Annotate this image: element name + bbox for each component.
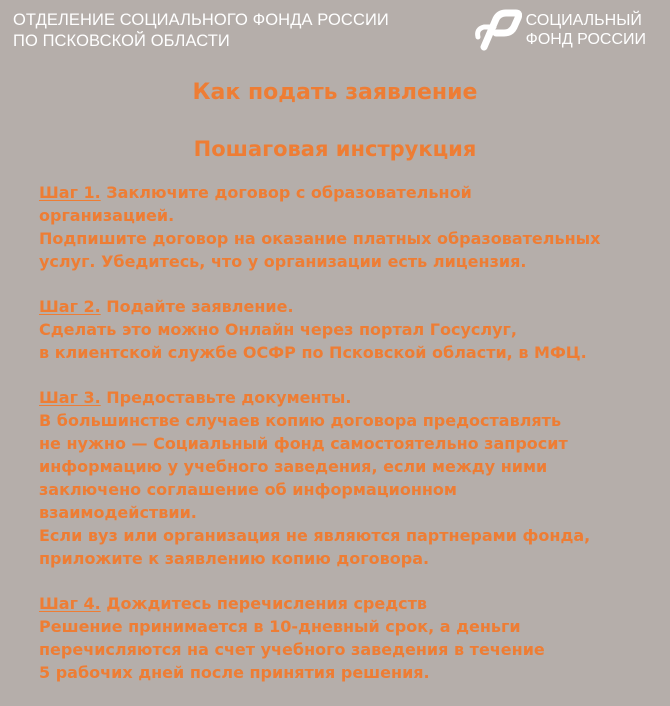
header (0, 0, 670, 62)
step-line: услуг. Убедитесь, что у организации есть лицензия. (39, 252, 527, 271)
step-3 (39, 386, 659, 570)
step-4 (39, 592, 659, 684)
logo-text: СОЦИАЛЬНЫЙ ФОНД РОССИИ (525, 12, 646, 48)
step-line: информацию у учебного заведения, если между ними (39, 457, 548, 476)
step-label: Шаг 1. (39, 183, 101, 202)
page-title: Как подать заявление (192, 80, 478, 105)
step-line: взаимодействии. (39, 503, 197, 522)
step-line: Если вуз или организация не являются партнерами фонда, (39, 526, 591, 545)
step-line: не нужно — Социальный фонд самостоятельно запросит (39, 434, 568, 453)
step-line: перечисляются на счет учебного заведения в течение (39, 640, 545, 659)
step-2 (39, 295, 659, 364)
step-line: Предоставьте документы. (106, 388, 352, 407)
step-line: 5 рабочих дней после принятия решения. (39, 663, 430, 682)
sfr-logo-icon (474, 9, 522, 51)
sfr-logo (474, 7, 646, 53)
step-line: В большинстве случаев копию договора предоставлять (39, 411, 562, 430)
step-label: Шаг 3. (39, 388, 101, 407)
step-line: Решение принимается в 10-дневный срок, а деньги (39, 617, 521, 636)
step-line: Дождитесь перечисления средств (106, 594, 428, 613)
step-line: Заключите договор с образовательной (106, 183, 472, 202)
step-line: в клиентской службе ОСФР по Псковской области, в МФЦ. (39, 343, 587, 362)
step-1 (39, 181, 659, 273)
step-line: Подайте заявление. (106, 297, 294, 316)
steps-list (39, 181, 659, 706)
page-subtitle: Пошаговая инструкция (193, 137, 477, 161)
step-line: Подпишите договор на оказание платных образовательных (39, 229, 601, 248)
step-line: приложите к заявлению копию договора. (39, 549, 430, 568)
step-label: Шаг 2. (39, 297, 101, 316)
step-line: Сделать это можно Онлайн через портал Госуслуг, (39, 320, 517, 339)
step-line: заключено соглашение об информационном (39, 480, 457, 499)
step-line: организацией. (39, 206, 175, 225)
step-label: Шаг 4. (39, 594, 101, 613)
org-name: ОТДЕЛЕНИЕ СОЦИАЛЬНОГО ФОНДА РОССИИ ПО ПСКОВСКОЙ ОБЛАСТИ (13, 11, 389, 50)
